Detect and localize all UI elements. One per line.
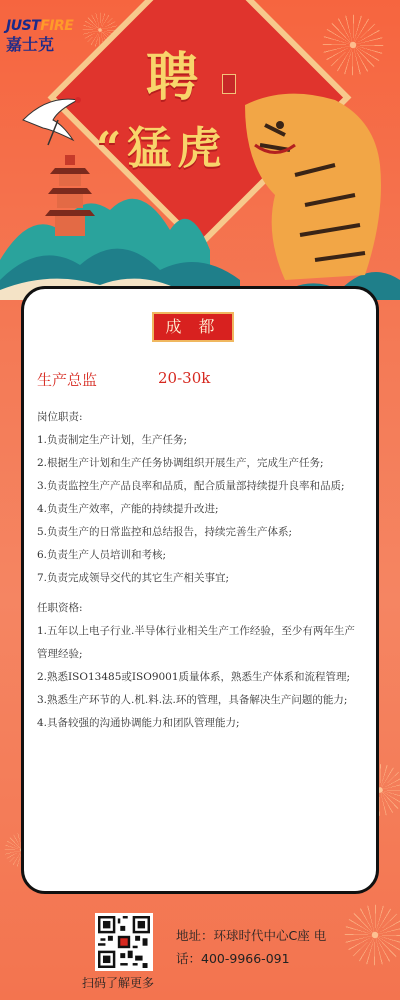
duty-item: 5.负责生产的日常监控和总结报告，持续完善生产体系; [37,526,293,538]
qr-code[interactable] [95,913,153,971]
requirement-item: 4.具备较强的沟通协调能力和团队管理能力; [37,717,240,729]
red-seal-stamp [222,74,236,94]
hero-subtitle: “猛虎 [96,123,228,174]
pagoda-illustration [45,150,95,240]
city-badge: 成 都 [152,312,234,342]
crane-illustration [18,90,88,150]
phone-text: 话：400-9966-091 [176,951,290,966]
duty-item: 7.负责完成领导交代的其它生产相关事宜; [37,572,230,584]
duty-item: 6.负责生产人员培训和考核; [37,549,167,561]
requirement-item: 3.熟悉生产环节的人.机.料.法.环的管理，具备解决生产问题的能力; [37,694,348,706]
duties-heading: 岗位职责: [37,411,83,423]
hero-title: 聘 [146,47,201,108]
requirements-heading: 任职资格: [37,602,83,614]
logo-text-just: JUST [6,18,41,34]
logo-text-fire: FIRE [40,18,74,34]
address-text: 地址：环球时代中心C座 电 [176,928,327,943]
requirements-section [37,597,367,735]
duty-item: 2.根据生产计划和生产任务协调组织开展生产，完成生产任务; [37,457,324,469]
logo-chinese-name: 嘉士克 [6,35,55,54]
requirement-item: 管理经验; [37,648,83,660]
duty-item: 4.负责生产效率，产能的持续提升改进; [37,503,219,515]
duties-section [37,406,367,590]
requirement-item: 2.熟悉ISO13485或ISO9001质量体系，熟悉生产体系和流程管理; [37,671,351,683]
duty-item: 3.负责监控生产产品良率和品质，配合质量部持续提升良率和品质; [37,480,345,492]
job-salary: 20-30k [158,369,211,387]
qr-caption: 扫码了解更多 [82,976,155,990]
tiger-illustration [225,85,395,285]
job-title: 生产总监 [37,371,98,389]
requirement-item: 1.五年以上电子行业.半导体行业相关生产工作经验，至少有两年生产 [37,625,355,637]
duty-item: 1.负责制定生产计划，生产任务; [37,434,188,446]
company-logo [6,18,73,55]
